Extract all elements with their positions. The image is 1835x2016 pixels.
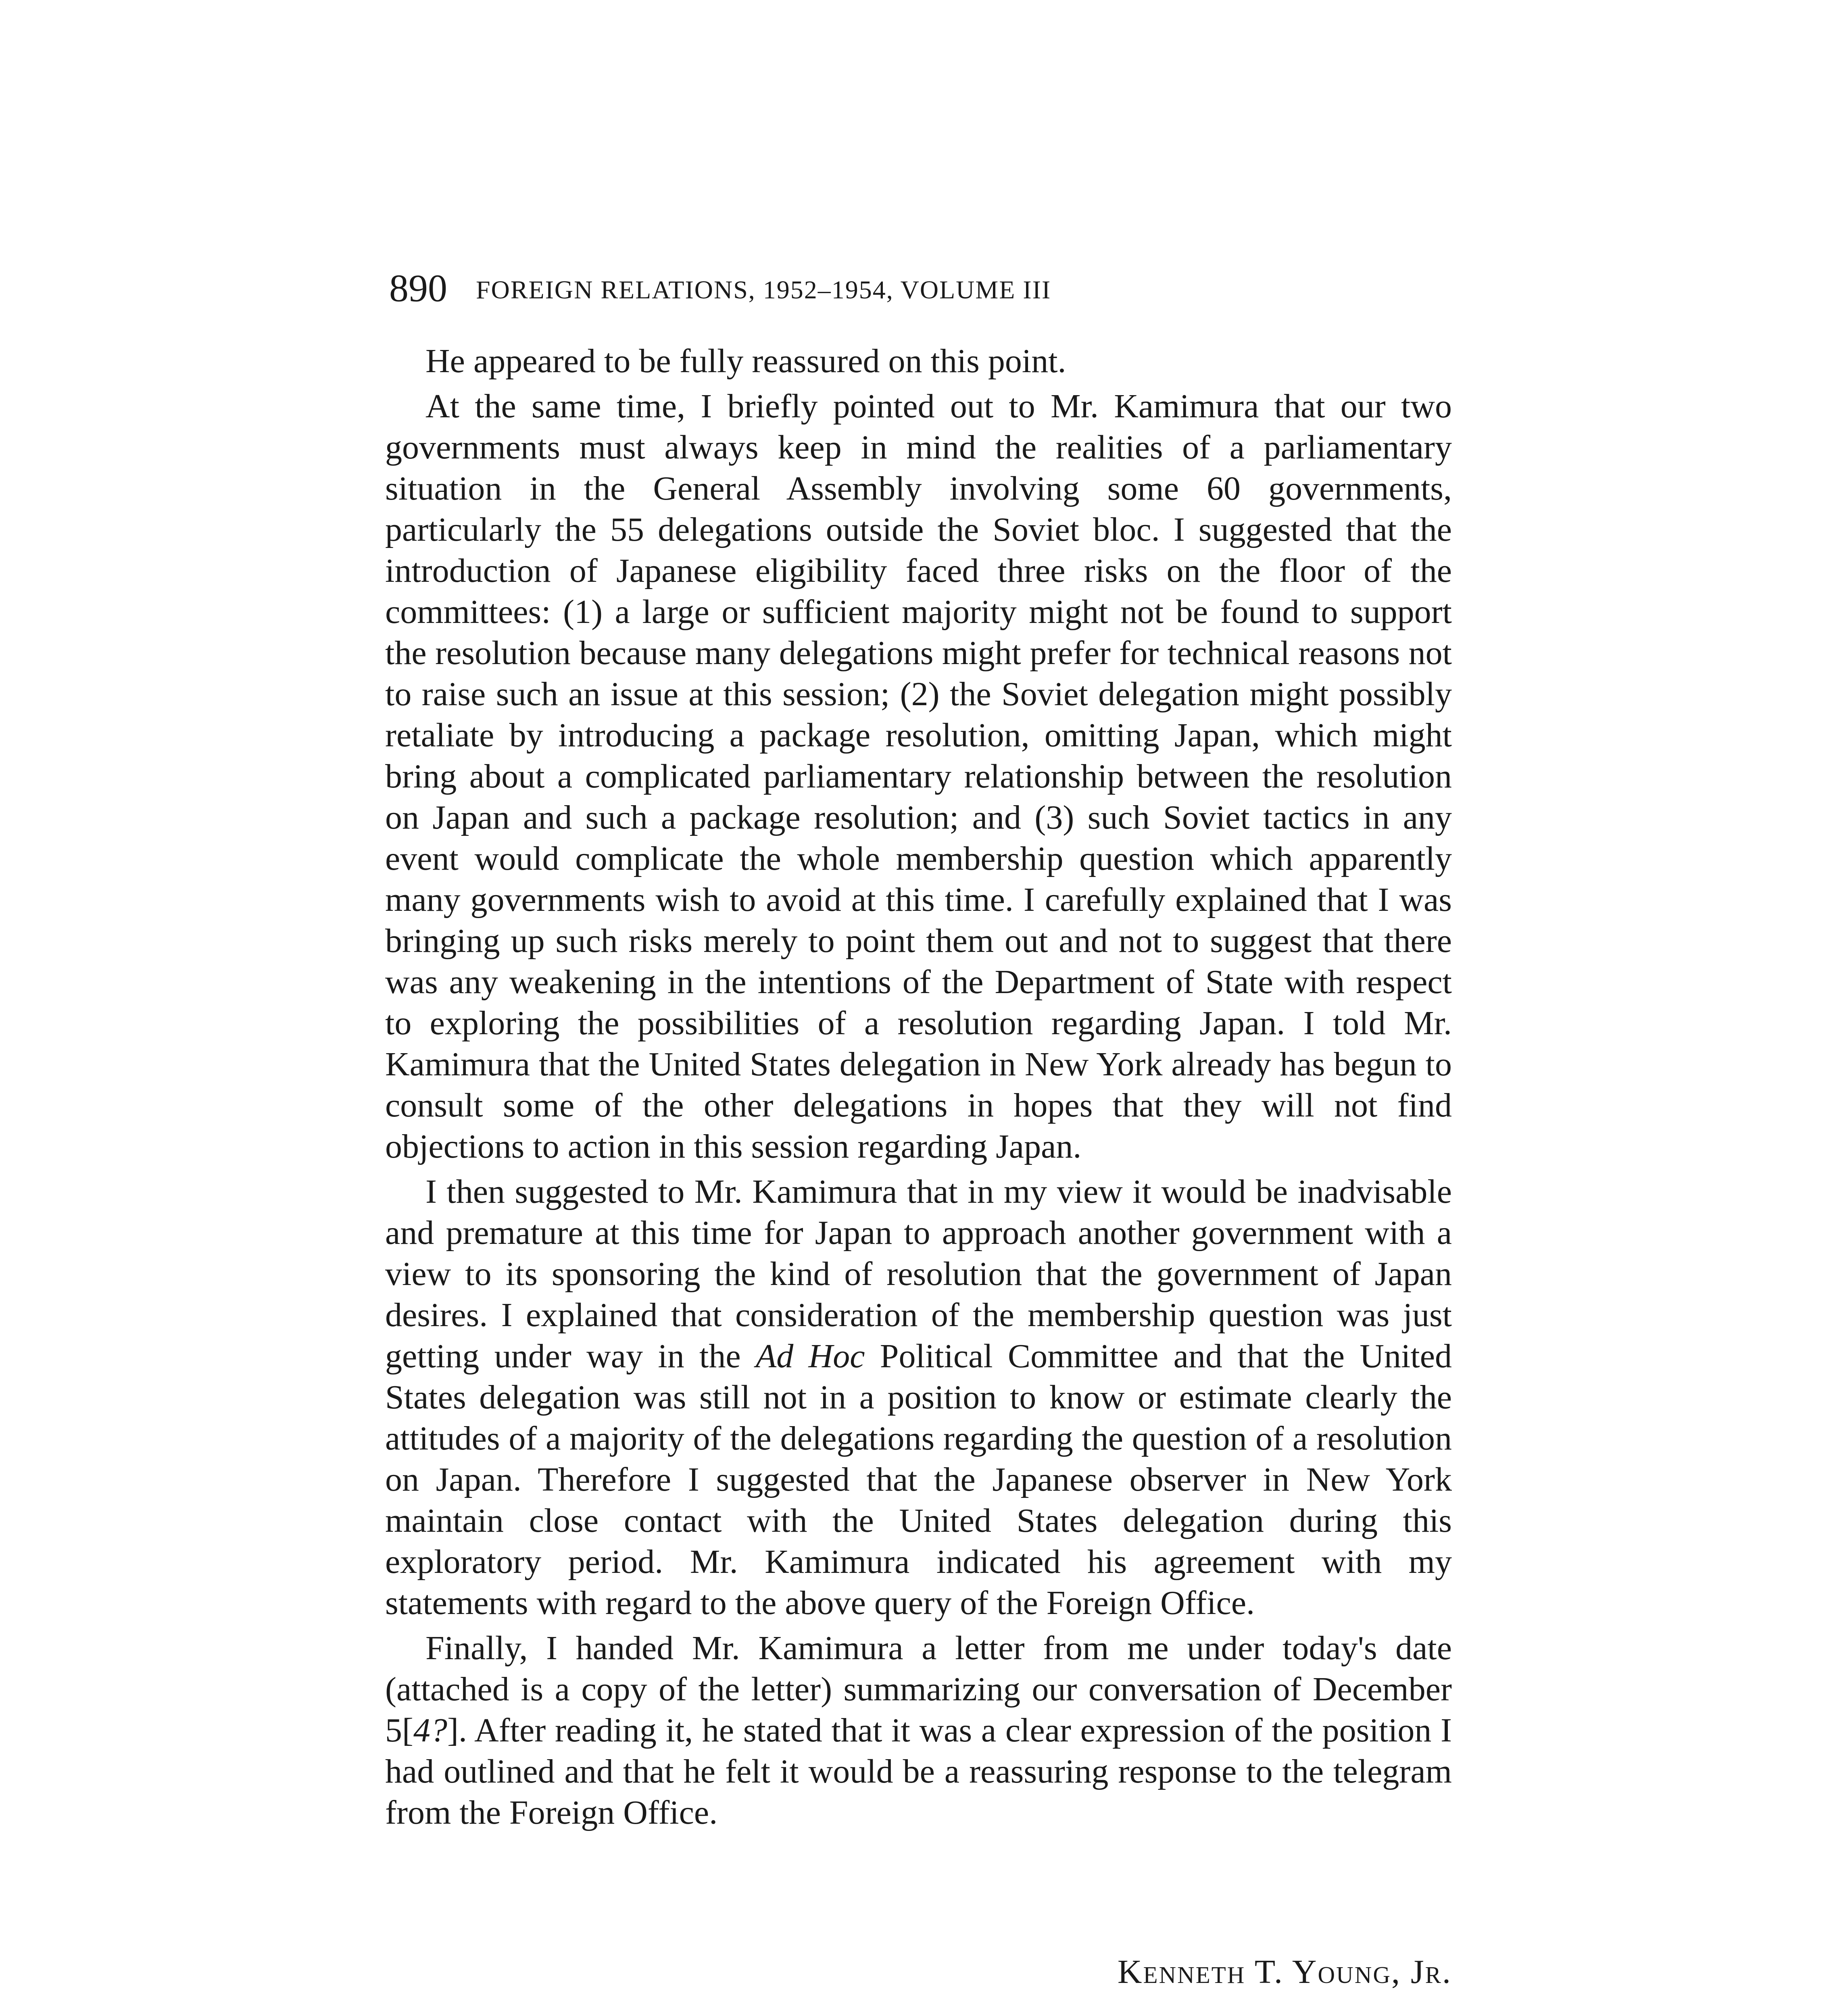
paragraph-4-italic: 4? [413, 1712, 447, 1749]
page-number: 890 [389, 267, 447, 310]
paragraph-3-italic: Ad Hoc [755, 1337, 865, 1375]
page-header [389, 264, 1478, 312]
paragraph-4-text-a: Finally, I handed Mr. Kamimura a letter from me under today's date (attached is a copy of the letter) summarizing our conversation of December 5[ [385, 1629, 1452, 1749]
paragraph-4 [385, 1628, 1452, 1833]
paragraph-3-text-b: Political Committee and that the United States delegation was still not in a position to know or estimate clearly the attitudes of a majority of the delegations regarding the question of a resolution on Japan. Therefore I suggested that the Japanese observer in New York maintain close contact with the United States delegation during this exploratory period. Mr. Kamimura indicated his agreement with my statements with regard to the above query of the Foreign Office. [385, 1337, 1452, 1622]
paragraph-4-text-b: ]. After reading it, he stated that it was a clear expression of the position I had outlined and that he felt it would be a reassuring response to the telegram from the Foreign Office. [385, 1712, 1452, 1831]
paragraph-1: He appeared to be fully reassured on this point. [425, 342, 1066, 380]
document-body [385, 341, 1452, 1833]
paragraph-3 [385, 1171, 1452, 1624]
signature: Kenneth T. Young, Jr. [1117, 1953, 1452, 1991]
running-head: FOREIGN RELATIONS, 1952–1954, VOLUME III [476, 275, 1051, 304]
paragraph-3-text-a: I then suggested to Mr. Kamimura that in my view it would be inadvisable and premature at this time for Japan to approach another government with a view to its sponsoring the kind of resolution that the government of Japan desires. I explained that consideration of the membership question was just getting under way in the [385, 1173, 1452, 1375]
paragraph-2: At the same time, I briefly pointed out to Mr. Kamimura that our two governments must always keep in mind the realities of a parliamentary situation in the General Assembly involving some 60 governments, particularly the 55 delegations outside the Soviet bloc. I suggested that the introduction of Japanese eligibility faced three risks on the floor of the committees: (1) a large or sufficient majority might not be found to support the resolution because many delegations might prefer for technical reasons not to raise such an issue at this session; (2) the Soviet delegation might possibly retaliate by introducing a package resolution, omitting Japan, which might bring about a complicated parliamentary relationship between the resolution on Japan and such a package resolution; and (3) such Soviet tactics in any event would complicate the whole membership question which apparently many governments wish to avoid at this time. I carefully explained that I was bringing up such risks merely to point them out and not to suggest that there was any weakening in the intentions of the Department of State with respect to exploring the possibilities of a resolution regarding Japan. I told Mr. Kamimura that the United States delegation in New York already has begun to consult some of the other delegations in hopes that they will not find objections to action in this session regarding Japan. [385, 387, 1452, 1165]
